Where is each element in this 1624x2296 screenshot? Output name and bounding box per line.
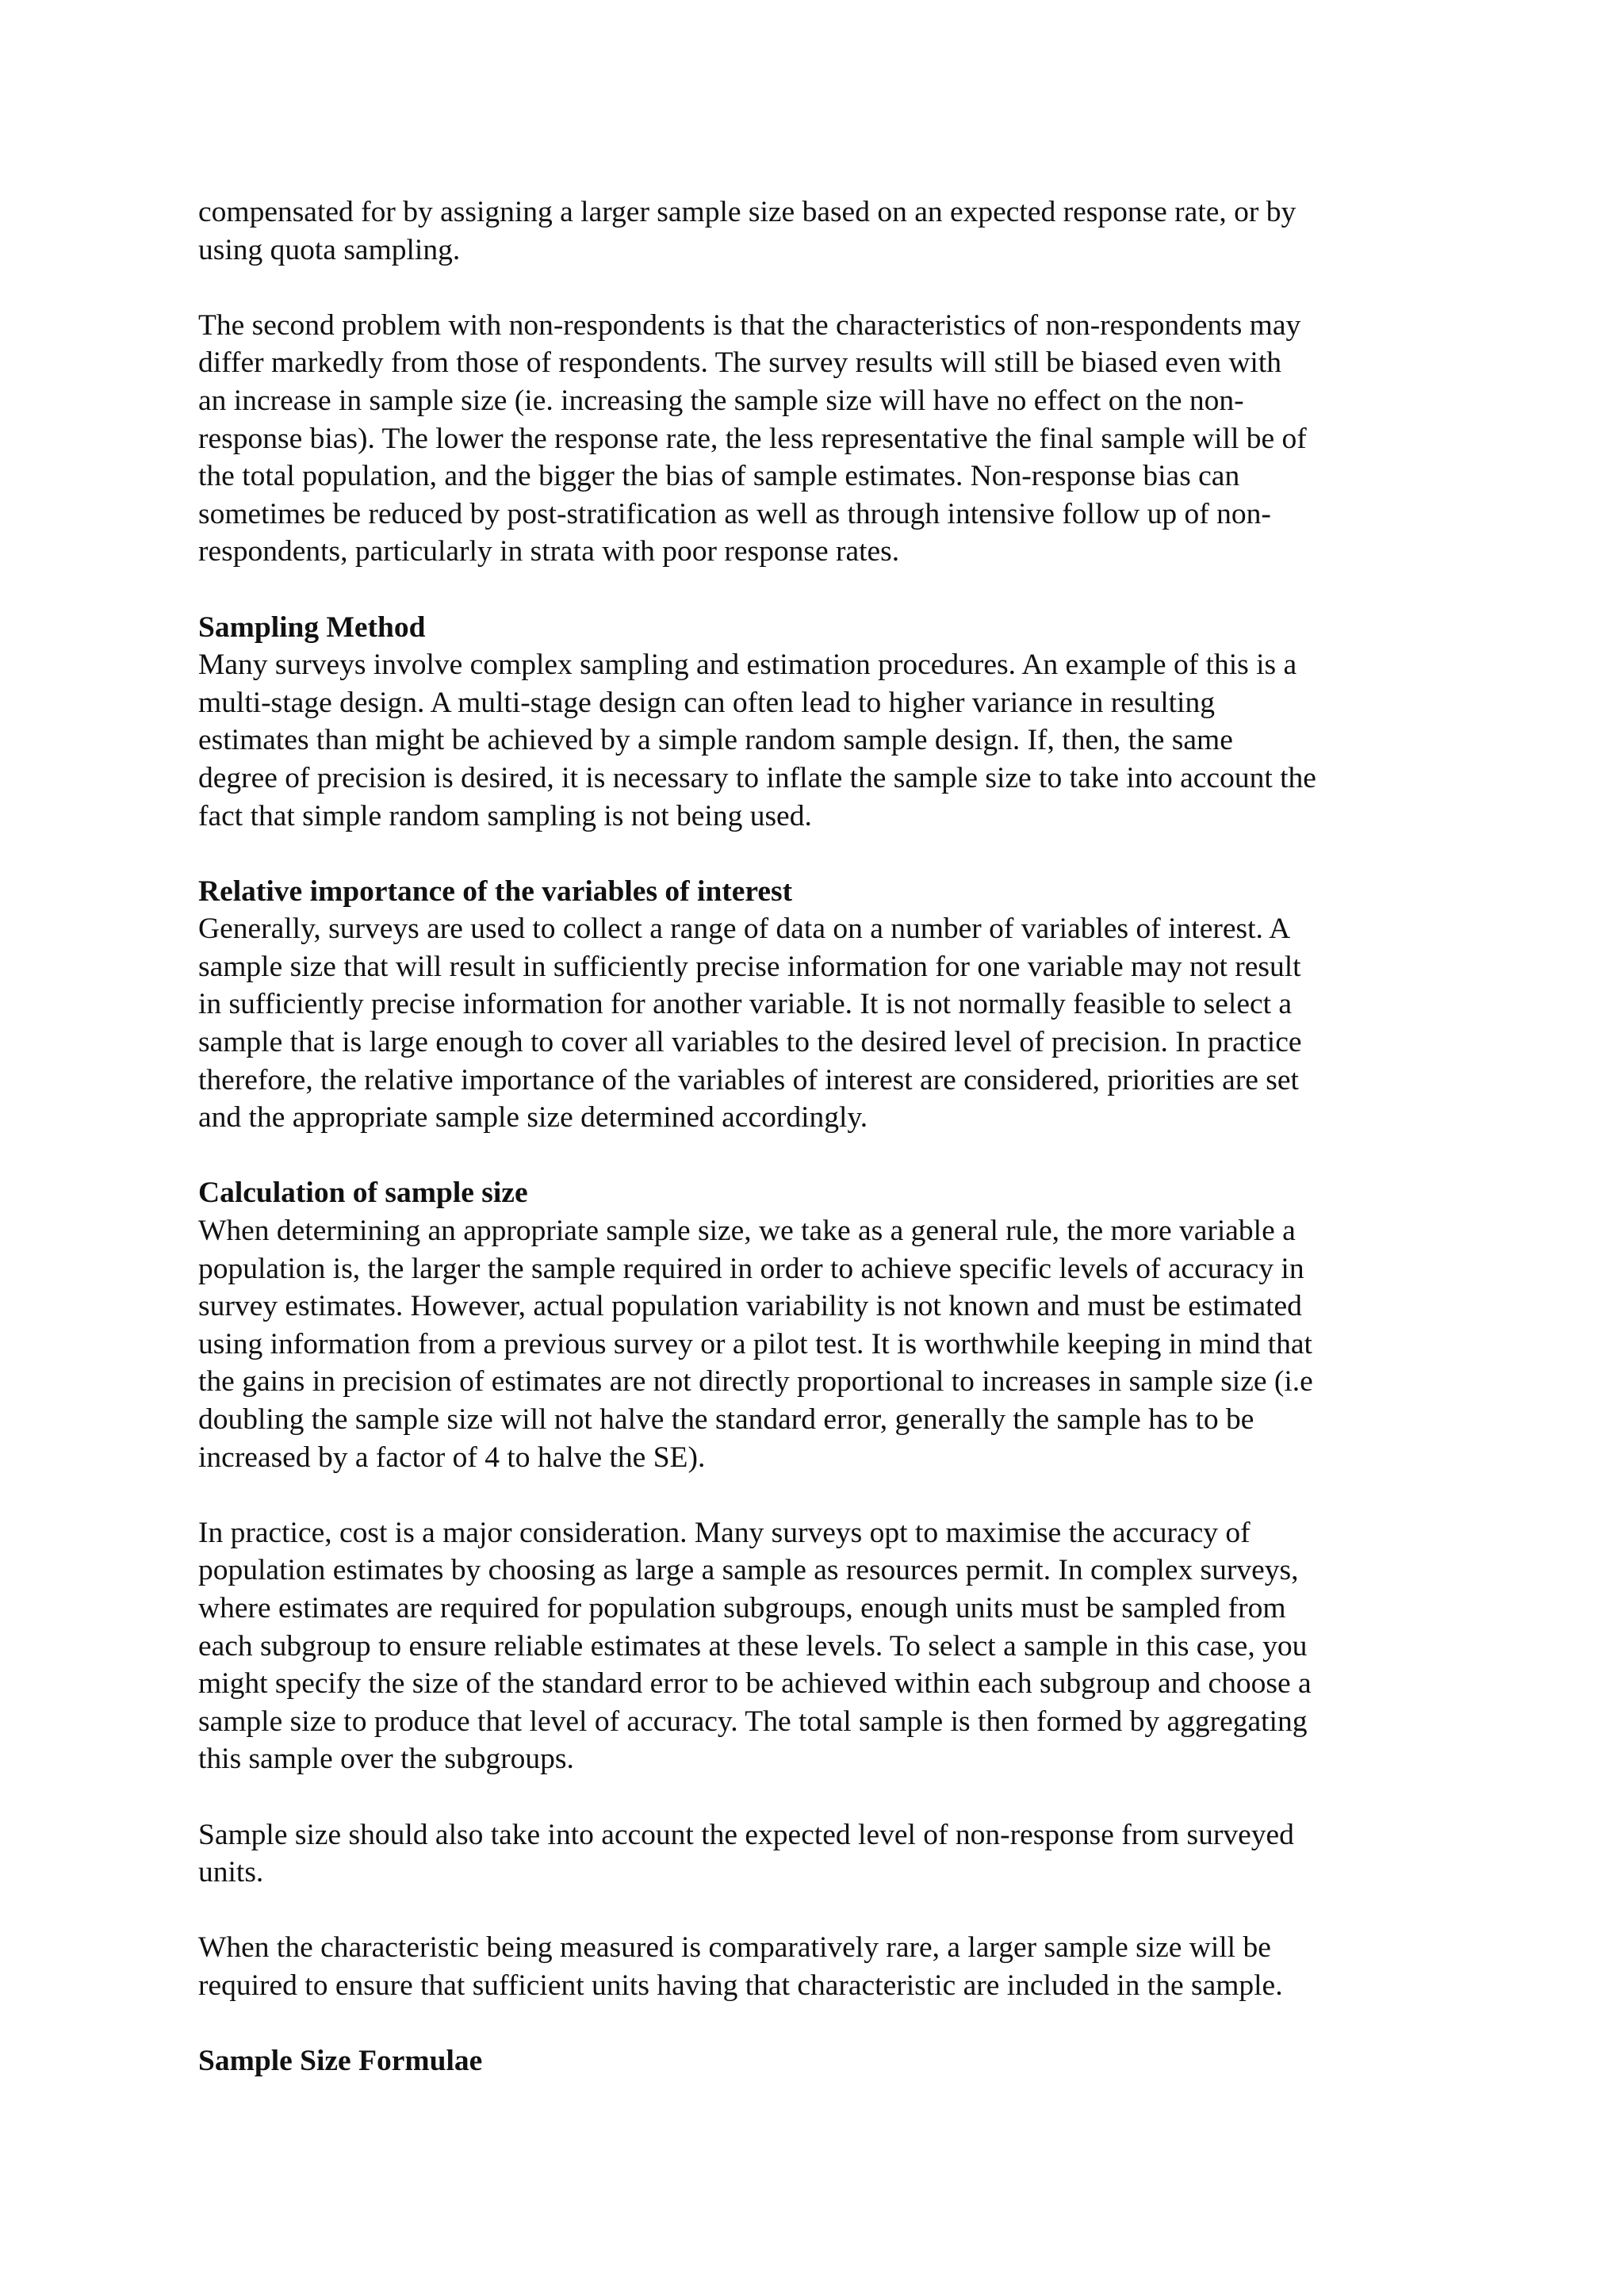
paragraph-nonresponse-bias bbox=[198, 307, 1443, 571]
text-line: this sample over the subgroups. bbox=[198, 1743, 574, 1776]
section-sampling-method bbox=[198, 609, 1443, 836]
text-line: might specify the size of the standard error to be achieved within each subgroup and choose a bbox=[198, 1667, 1312, 1701]
text-line: required to ensure that sufficient units having that characteristic are included in the sample. bbox=[198, 1969, 1283, 2002]
section-calculation-sample-size bbox=[198, 1174, 1443, 1476]
text-line: sample that is large enough to cover all variables to the desired level of precision. In practice bbox=[198, 1026, 1302, 1059]
text-line: respondents, particularly in strata with poor response rates. bbox=[198, 535, 900, 568]
text-line: sample size to produce that level of accuracy. The total sample is then formed by aggregating bbox=[198, 1705, 1308, 1738]
text-line: population estimates by choosing as large a sample as resources permit. In complex surveys, bbox=[198, 1554, 1299, 1587]
text-line: survey estimates. However, actual population variability is not known and must be estimated bbox=[198, 1290, 1302, 1323]
section-heading: Relative importance of the variables of interest bbox=[198, 874, 793, 908]
text-line: increased by a factor of 4 to halve the SE). bbox=[198, 1441, 706, 1474]
text-line: Sample size should also take into account the expected level of non-response from surveyed bbox=[198, 1818, 1294, 1851]
text-line: the total population, and the bigger the bias of sample estimates. Non-response bias can bbox=[198, 460, 1240, 493]
text-line: and the appropriate sample size determined accordingly. bbox=[198, 1101, 868, 1135]
text-line: sample size that will result in sufficiently precise information for one variable may not result bbox=[198, 950, 1301, 983]
text-line: an increase in sample size (ie. increasing the sample size will have no effect on the non- bbox=[198, 384, 1244, 417]
text-line: Generally, surveys are used to collect a range of data on a number of variables of interest. A bbox=[198, 913, 1291, 946]
text-line: multi-stage design. A multi-stage design can often lead to higher variance in resulting bbox=[198, 686, 1215, 719]
paragraph-rare-characteristic bbox=[198, 1929, 1443, 2004]
text-line: response bias). The lower the response rate, the less representative the final sample will be of bbox=[198, 422, 1307, 455]
paragraph-nonresponse-compensation bbox=[198, 193, 1443, 269]
paragraph-cost-consideration bbox=[198, 1514, 1443, 1778]
text-line: using information from a previous survey or a pilot test. It is worthwhile keeping in mind that bbox=[198, 1327, 1312, 1360]
paragraph-expected-nonresponse bbox=[198, 1816, 1443, 1892]
text-line: differ markedly from those of respondents. The survey results will still be biased even with bbox=[198, 346, 1282, 380]
text-line: When the characteristic being measured is comparatively rare, a larger sample size will be bbox=[198, 1931, 1271, 1965]
text-line: When determining an appropriate sample size, we take as a general rule, the more variable a bbox=[198, 1215, 1296, 1248]
text-line: using quota sampling. bbox=[198, 233, 461, 266]
section-paragraph bbox=[198, 646, 1443, 835]
text-line: units. bbox=[198, 1856, 264, 1889]
text-line: In practice, cost is a major consideration. Many surveys opt to maximise the accuracy of bbox=[198, 1516, 1251, 1549]
section-heading: Sampling Method bbox=[198, 610, 426, 644]
text-line: fact that simple random sampling is not being used. bbox=[198, 799, 812, 832]
text-line: doubling the sample size will not halve the standard error, generally the sample has to be bbox=[198, 1403, 1254, 1436]
text-line: estimates than might be achieved by a simple random sample design. If, then, the same bbox=[198, 724, 1233, 757]
section-heading: Calculation of sample size bbox=[198, 1177, 528, 1210]
heading-sample-size-formulae: Sample Size Formulae bbox=[198, 2045, 483, 2078]
text-line: the gains in precision of estimates are not directly proportional to increases in sample size (i.e bbox=[198, 1365, 1313, 1399]
text-line: in sufficiently precise information for another variable. It is not normally feasible to select a bbox=[198, 988, 1293, 1021]
section-relative-importance bbox=[198, 873, 1443, 1137]
text-line: The second problem with non-respondents is that the characteristics of non-respondents may bbox=[198, 308, 1301, 342]
text-line: where estimates are required for population subgroups, enough units must be sampled from bbox=[198, 1591, 1286, 1624]
text-line: therefore, the relative importance of the variables of interest are considered, priorities are set bbox=[198, 1063, 1299, 1096]
text-line: population is, the larger the sample required in order to achieve specific levels of accuracy in bbox=[198, 1252, 1304, 1285]
text-line: compensated for by assigning a larger sample size based on an expected response rate, or by bbox=[198, 196, 1297, 228]
document-body bbox=[198, 193, 1443, 2080]
text-line: each subgroup to ensure reliable estimates at these levels. To select a sample in this case, you bbox=[198, 1629, 1308, 1663]
text-line: degree of precision is desired, it is necessary to inflate the sample size to take into account the bbox=[198, 761, 1316, 794]
section-paragraph bbox=[198, 910, 1443, 1137]
text-line: sometimes be reduced by post-stratification as well as through intensive follow up of non- bbox=[198, 497, 1271, 530]
section-paragraph bbox=[198, 1212, 1443, 1476]
text-line: Many surveys involve complex sampling and estimation procedures. An example of this is a bbox=[198, 649, 1297, 682]
